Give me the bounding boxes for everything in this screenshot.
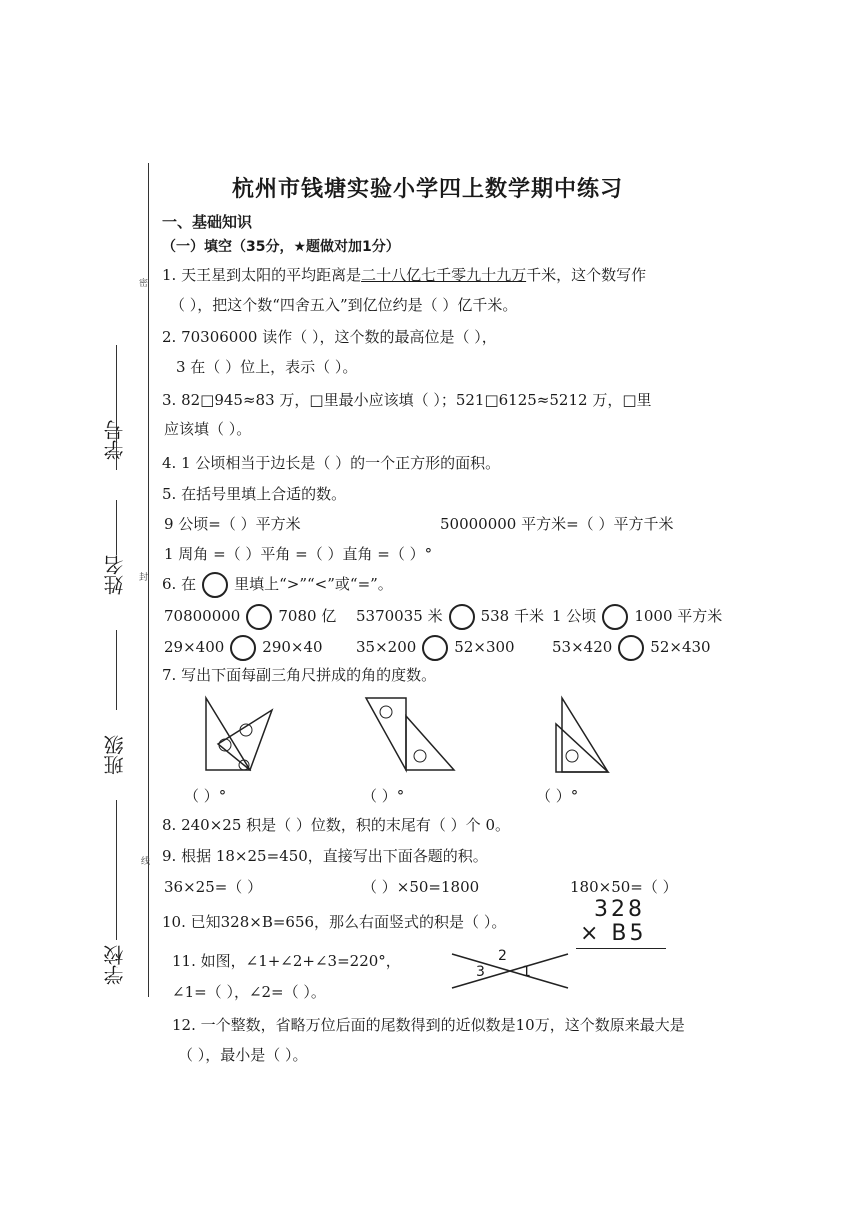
- compare-circle[interactable]: [230, 635, 256, 661]
- field-student-number[interactable]: [116, 345, 117, 470]
- triangle-shape: [406, 716, 454, 770]
- handwritten-multiplicand: 328: [594, 897, 645, 922]
- question-3-line-2[interactable]: 应该填（ ）。: [164, 420, 252, 438]
- question-1-line-2[interactable]: （ ），把这个数“四舍五入”到亿位约是（ ）亿千米。: [170, 296, 518, 314]
- label-student-name: 姓名: [103, 555, 127, 595]
- q6-r2b-left: 35×200: [356, 638, 417, 656]
- page-title: 杭州市钱塘实验小学四上数学期中练习: [232, 177, 624, 202]
- label-school: 学校: [103, 945, 127, 985]
- question-9-b[interactable]: （ ）×50=1800: [362, 878, 480, 896]
- question-1-line-1: [162, 264, 646, 285]
- vertical-calc-line: [576, 948, 666, 949]
- q6-r1c-left: 1 公顷: [552, 607, 597, 625]
- compare-circle[interactable]: [618, 635, 644, 661]
- binding-mark-bottom: 线: [139, 856, 149, 865]
- q6-r2a-left: 29×400: [164, 638, 225, 656]
- q6-r2b-right: 52×300: [454, 638, 515, 656]
- question-9-head: 9. 根据 18×25=450，直接写出下面各题的积。: [162, 847, 488, 865]
- field-school[interactable]: [116, 800, 117, 940]
- q6-row-1-c: [552, 604, 722, 630]
- compare-circle[interactable]: [422, 635, 448, 661]
- question-11-line-2[interactable]: ∠1=（ ），∠2=（ ）。: [172, 983, 326, 1001]
- angle-figure: [448, 948, 572, 994]
- question-12-line-1: 12. 一个整数，省略万位后面的尾数得到的近似数是10万，这个数原来最大是: [172, 1016, 685, 1034]
- angle-label-1: 1: [522, 964, 531, 980]
- q6-r1c-right: 1000 平方米: [634, 607, 723, 625]
- q6-row-2-b: [356, 635, 515, 661]
- triangle-set-figure-2: [362, 694, 458, 776]
- q6-row-2-c: [552, 635, 711, 661]
- triangle-set-figure-1: [198, 692, 278, 778]
- compare-circle[interactable]: [246, 604, 272, 630]
- binding-mark-mid: 封: [137, 572, 147, 581]
- triangle-hole: [566, 750, 578, 762]
- question-5-a[interactable]: 9 公顷=（ ）平方米: [164, 515, 301, 533]
- q6-head-b: 里填上“>”“<”或“=”。: [234, 575, 393, 593]
- question-11-line-1: 11. 如图，∠1+∠2+∠3=220°，: [172, 952, 401, 970]
- compare-circle[interactable]: [602, 604, 628, 630]
- question-2-line-1[interactable]: 2. 70306000 读作（ ），这个数的最高位是（ ），: [162, 328, 497, 346]
- question-7-head: 7. 写出下面每副三角尺拼成的角的度数。: [162, 666, 437, 684]
- question-3-line-1[interactable]: 3. 82□945≈83 万，□里最小应该填（ ）；521□6125≈5212 万，□里: [162, 391, 652, 409]
- q6-r1a-left: 70800000: [164, 607, 241, 625]
- handwritten-multiplier: × B5: [580, 921, 647, 946]
- triangle-shape: [206, 698, 250, 770]
- q7-answer-1[interactable]: （ ）°: [184, 787, 227, 805]
- q6-row-1-b: [356, 604, 544, 630]
- question-2-line-2[interactable]: 3 在（ ）位上，表示（ ）。: [176, 358, 358, 376]
- question-8[interactable]: 8. 240×25 积是（ ）位数，积的末尾有（ ）个 0。: [162, 816, 510, 834]
- q6-head-a: 6. 在: [162, 575, 197, 593]
- question-9-a[interactable]: 36×25=（ ）: [164, 878, 263, 896]
- question-5-head: 5. 在括号里填上合适的数。: [162, 485, 347, 503]
- question-12-line-2[interactable]: （ ），最小是（ ）。: [178, 1046, 308, 1064]
- field-class[interactable]: [116, 630, 117, 710]
- q6-r1a-right: 7080 亿: [278, 607, 337, 625]
- q6-r1b-left: 5370035 米: [356, 607, 443, 625]
- q6-r2c-right: 52×430: [650, 638, 711, 656]
- question-9-c[interactable]: 180×50=（ ）: [570, 878, 678, 896]
- field-student-name[interactable]: [116, 500, 117, 555]
- binding-mark-top: 密: [137, 278, 147, 287]
- triangle-hole: [414, 750, 426, 762]
- section-heading: 一、基础知识: [162, 213, 253, 231]
- q1-prefix: 1. 天王星到太阳的平均距离是: [162, 266, 362, 284]
- q1-suffix: 千米，这个数写作: [526, 266, 647, 284]
- triangle-hole: [380, 706, 392, 718]
- question-4[interactable]: 4. 1 公顷相当于边长是（ ）的一个正方形的面积。: [162, 454, 501, 472]
- question-5-c[interactable]: 1 周角 =（ ）平角 =（ ）直角 =（ ）°: [164, 545, 433, 563]
- angle-label-3: 3: [476, 964, 485, 980]
- subsection-heading: （一）填空（35分，★题做对加1分）: [162, 239, 400, 255]
- q1-underlined: 二十八亿七千零九十九万: [361, 266, 527, 284]
- q6-r1b-right: 538 千米: [480, 607, 544, 625]
- question-10[interactable]: 10. 已知328×B=656，那么右面竖式的积是（ ）。: [162, 913, 507, 931]
- q7-answer-3[interactable]: （ ）°: [536, 787, 579, 805]
- q6-r2a-right: 290×40: [262, 638, 323, 656]
- circle-icon: [202, 572, 228, 598]
- q6-r2c-left: 53×420: [552, 638, 613, 656]
- q6-row-1-a: [164, 604, 336, 630]
- question-6-head: [162, 572, 393, 598]
- triangle-set-figure-3: [550, 694, 612, 776]
- q7-answer-2[interactable]: （ ）°: [362, 787, 405, 805]
- compare-circle[interactable]: [449, 604, 475, 630]
- triangle-shape: [366, 698, 406, 770]
- question-5-b[interactable]: 50000000 平方米=（ ）平方千米: [440, 515, 674, 533]
- label-student-number: 学号: [103, 420, 127, 460]
- q6-row-2-a: [164, 635, 323, 661]
- label-class: 班级: [103, 735, 127, 775]
- angle-label-2: 2: [498, 948, 507, 964]
